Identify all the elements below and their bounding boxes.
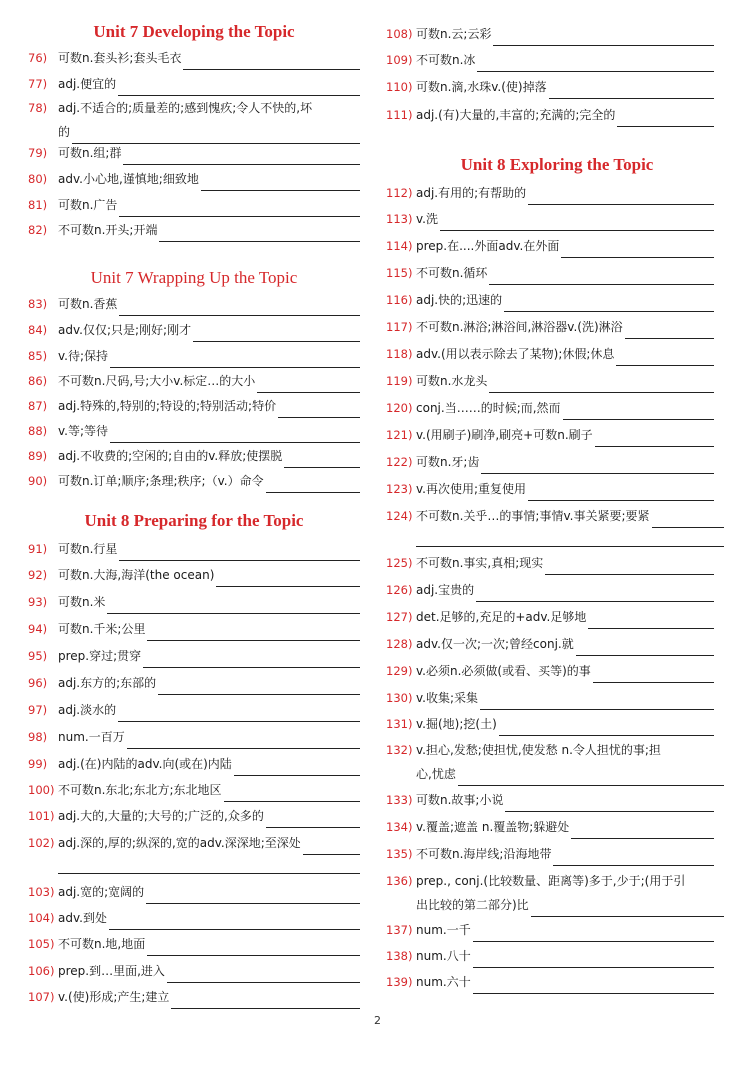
vocab-item-81 <box>28 193 360 217</box>
item-number: 127) <box>386 610 413 624</box>
answer-line[interactable] <box>171 991 360 1009</box>
item-text: num.一千 <box>416 923 471 937</box>
item-text: adj.大的,大量的;大号的;广泛的,众多的 <box>58 809 264 823</box>
item-number: 76) <box>28 51 48 65</box>
item-number: 78) <box>28 101 48 115</box>
item-text: 可数n.米 <box>58 595 106 609</box>
answer-line[interactable] <box>528 187 714 205</box>
item-text: 可数n.订单;顺序;条理;秩序;（v.）命令 <box>58 474 264 488</box>
answer-line[interactable] <box>588 611 714 629</box>
vocab-item-114 <box>386 234 714 258</box>
vocab-item-122 <box>386 450 714 474</box>
answer-line[interactable] <box>504 294 714 312</box>
vocab-item-103 <box>28 880 360 904</box>
item-text: v.(使)形成;产生;建立 <box>58 990 170 1004</box>
answer-line[interactable] <box>118 78 360 96</box>
item-text: v.(用刷子)刷净,刷亮+可数n.刷子 <box>416 428 593 442</box>
vocab-item-84 <box>28 318 360 342</box>
answer-line[interactable] <box>473 950 714 968</box>
item-number: 88) <box>28 424 48 438</box>
item-text: prep.穿过;贯穿 <box>58 649 142 663</box>
vocab-item-94 <box>28 617 360 641</box>
item-number: 105) <box>28 937 55 951</box>
answer-line[interactable] <box>216 569 360 587</box>
vocab-item-106 <box>28 959 360 983</box>
vocab-item-98 <box>28 725 360 749</box>
vocab-item-101 <box>28 804 360 828</box>
vocab-item-136 <box>386 869 724 917</box>
item-number: 111) <box>386 108 413 122</box>
item-number: 119) <box>386 374 413 388</box>
item-text: prep., conj.(比较数量、距离等)多于,少于;(用于引 <box>416 874 686 888</box>
item-text: adj.宽的;宽阔的 <box>58 885 145 899</box>
item-text: 不可数n.东北;东北方;东北地区 <box>58 783 222 797</box>
item-number: 132) <box>386 743 413 757</box>
item-text: 可数n.组;群 <box>58 146 122 160</box>
vocab-item-121 <box>386 423 714 447</box>
item-text: v.担心,发愁;使担忧,使发愁 n.令人担忧的事;担 <box>416 743 661 757</box>
item-number: 134) <box>386 820 413 834</box>
item-number: 96) <box>28 676 48 690</box>
item-number: 84) <box>28 323 48 337</box>
item-number: 100) <box>28 783 55 797</box>
vocab-item-97 <box>28 698 360 722</box>
answer-line[interactable] <box>652 510 725 528</box>
answer-line[interactable] <box>616 348 714 366</box>
answer-line[interactable] <box>234 758 360 776</box>
answer-line[interactable] <box>563 402 714 420</box>
vocab-item-88 <box>28 419 360 443</box>
answer-line[interactable] <box>489 267 714 285</box>
answer-line[interactable] <box>477 54 714 72</box>
item-text: 可数n.大海,海洋(the ocean) <box>58 568 215 582</box>
item-text: v.必须n.必须做(或看、买等)的事 <box>416 664 591 678</box>
item-number: 102) <box>28 836 55 850</box>
item-text: 可数n.套头衫;套头毛衣 <box>58 51 182 65</box>
item-text: adj.淡水的 <box>58 703 117 717</box>
item-text: adj.快的;迅速的 <box>416 293 503 307</box>
item-text: 不可数n.海岸线;沿海地带 <box>416 847 552 861</box>
answer-line[interactable] <box>224 784 360 802</box>
item-number: 139) <box>386 975 413 989</box>
item-number: 103) <box>28 885 55 899</box>
item-number: 130) <box>386 691 413 705</box>
vocab-item-96 <box>28 671 360 695</box>
item-text: adj.深的,厚的;纵深的,宽的adv.深深地;至深处 <box>58 836 301 850</box>
item-text: 可数n.水龙头 <box>416 374 488 388</box>
answer-line[interactable] <box>110 350 360 368</box>
vocab-item-89 <box>28 444 360 468</box>
vocab-item-83 <box>28 292 360 316</box>
vocab-item-87 <box>28 394 360 418</box>
item-text: adj.便宜的 <box>58 77 117 91</box>
item-text: adj.(在)内陆的adv.向(或在)内陆 <box>58 757 232 771</box>
item-text: adj.东方的;东部的 <box>58 676 157 690</box>
item-text: 可数n.故事;小说 <box>416 793 504 807</box>
vocab-item-138 <box>386 944 714 968</box>
item-text: num.六十 <box>416 975 471 989</box>
item-text: adj.特殊的,特别的;特设的;特别活动;特价 <box>58 399 277 413</box>
answer-line[interactable] <box>493 28 714 46</box>
item-text: adj.有用的;有帮助的 <box>416 186 527 200</box>
vocab-item-90 <box>28 469 360 493</box>
vocab-item-110 <box>386 75 714 99</box>
item-number: 121) <box>386 428 413 442</box>
vocab-item-112 <box>386 181 714 205</box>
item-number: 93) <box>28 595 48 609</box>
answer-line[interactable] <box>118 704 360 722</box>
item-number: 133) <box>386 793 413 807</box>
vocab-item-108 <box>386 22 714 46</box>
vocab-item-120 <box>386 396 714 420</box>
vocab-item-95 <box>28 644 360 668</box>
answer-line[interactable] <box>505 794 714 812</box>
vocab-item-126 <box>386 578 714 602</box>
item-number: 101) <box>28 809 55 823</box>
answer-line[interactable] <box>107 596 360 614</box>
item-text: adv.到处 <box>58 911 107 925</box>
answer-line[interactable] <box>147 938 360 956</box>
item-number: 86) <box>28 374 48 388</box>
item-number: 137) <box>386 923 413 937</box>
vocab-item-128 <box>386 632 714 656</box>
item-number: 109) <box>386 53 413 67</box>
item-text: 可数n.滴,水珠v.(使)掉落 <box>416 80 547 94</box>
answer-line[interactable] <box>278 400 360 418</box>
vocab-item-123 <box>386 477 714 501</box>
answer-line[interactable] <box>571 821 714 839</box>
item-number: 98) <box>28 730 48 744</box>
answer-line[interactable] <box>489 375 714 393</box>
answer-line[interactable] <box>119 199 360 217</box>
answer-line[interactable] <box>284 450 360 468</box>
answer-line[interactable] <box>109 912 360 930</box>
answer-line[interactable] <box>528 483 714 501</box>
item-number: 120) <box>386 401 413 415</box>
vocab-item-134 <box>386 815 714 839</box>
answer-line[interactable] <box>183 52 360 70</box>
item-number: 114) <box>386 239 413 253</box>
item-number: 116) <box>386 293 413 307</box>
vocab-item-115 <box>386 261 714 285</box>
answer-line[interactable] <box>119 543 360 561</box>
item-number: 87) <box>28 399 48 413</box>
item-number: 77) <box>28 77 48 91</box>
vocab-item-118 <box>386 342 714 366</box>
item-text: prep.在....外面adv.在外面 <box>416 239 560 253</box>
item-number: 89) <box>28 449 48 463</box>
vocab-item-80 <box>28 167 360 191</box>
answer-line[interactable] <box>473 976 714 994</box>
vocab-item-124 <box>386 504 724 547</box>
vocab-item-135 <box>386 842 714 866</box>
item-text: 不可数n.开头;开端 <box>58 223 158 237</box>
item-number: 82) <box>28 223 48 237</box>
item-text: 不可数n.淋浴;淋浴间,淋浴器v.(洗)淋浴 <box>416 320 623 334</box>
vocab-item-92 <box>28 563 360 587</box>
vocab-item-86 <box>28 369 360 393</box>
item-number: 131) <box>386 717 413 731</box>
item-text: 不可数n.冰 <box>416 53 476 67</box>
item-number: 112) <box>386 186 413 200</box>
answer-line[interactable] <box>158 677 360 695</box>
vocab-item-91 <box>28 537 360 561</box>
item-text: 可数n.行星 <box>58 542 118 556</box>
item-number: 104) <box>28 911 55 925</box>
item-text: 不可数n.循环 <box>416 266 488 280</box>
answer-line[interactable] <box>193 324 360 342</box>
item-number: 129) <box>386 664 413 678</box>
answer-line[interactable] <box>266 475 360 493</box>
item-text: prep.到…里面,进入 <box>58 964 165 978</box>
answer-line[interactable] <box>167 965 360 983</box>
item-text: 不可数n.地,地面 <box>58 937 146 951</box>
answer-line[interactable] <box>545 557 714 575</box>
item-number: 128) <box>386 637 413 651</box>
answer-line[interactable] <box>499 718 714 736</box>
item-number: 122) <box>386 455 413 469</box>
answer-line[interactable] <box>476 584 714 602</box>
answer-line[interactable] <box>159 224 360 242</box>
answer-line[interactable] <box>127 731 360 749</box>
vocab-item-100 <box>28 778 360 802</box>
section-title-unit7-wrapping: Unit 7 Wrapping Up the Topic <box>90 268 298 287</box>
item-text: v.洗 <box>416 212 438 226</box>
vocab-item-119 <box>386 369 714 393</box>
item-text: adj.不适合的;质量差的;感到愧疚;令人不快的,坏 <box>58 101 313 115</box>
item-number: 92) <box>28 568 48 582</box>
answer-line[interactable] <box>146 886 360 904</box>
vocab-item-139 <box>386 970 714 994</box>
item-number: 97) <box>28 703 48 717</box>
answer-line[interactable] <box>549 81 714 99</box>
item-text: v.再次使用;重复使用 <box>416 482 527 496</box>
vocab-item-113 <box>386 207 714 231</box>
item-number: 99) <box>28 757 48 771</box>
answer-line[interactable] <box>119 298 360 316</box>
item-number: 115) <box>386 266 413 280</box>
answer-line[interactable] <box>481 456 714 474</box>
answer-line[interactable] <box>303 837 360 855</box>
item-number: 113) <box>386 212 413 226</box>
vocab-item-77 <box>28 72 360 96</box>
item-text: 可数n.香蕉 <box>58 297 118 311</box>
vocab-item-130 <box>386 686 714 710</box>
item-text: 可数n.千米;公里 <box>58 622 146 636</box>
vocab-item-85 <box>28 344 360 368</box>
item-text: adv.(用以表示除去了某物);休假;休息 <box>416 347 615 361</box>
item-number: 118) <box>386 347 413 361</box>
vocab-item-131 <box>386 712 714 736</box>
answer-line[interactable] <box>593 665 714 683</box>
item-number: 124) <box>386 509 413 523</box>
item-number: 117) <box>386 320 413 334</box>
answer-line[interactable] <box>440 213 714 231</box>
section-title-unit7-developing: Unit 7 Developing the Topic <box>93 22 295 41</box>
item-text: 可数n.牙;齿 <box>416 455 480 469</box>
item-number: 80) <box>28 172 48 186</box>
answer-line[interactable] <box>147 623 360 641</box>
item-number: 85) <box>28 349 48 363</box>
item-number: 125) <box>386 556 413 570</box>
item-text: conj.当……的时候;而,然而 <box>416 401 561 415</box>
item-text: det.足够的,充足的+adv.足够地 <box>416 610 587 624</box>
answer-line[interactable] <box>576 638 714 656</box>
vocab-item-78 <box>28 96 360 144</box>
answer-line[interactable] <box>257 375 360 393</box>
item-text: adj.不收费的;空闲的;自由的v.释放;使摆脱 <box>58 449 283 463</box>
item-text: adv.仅仅;只是;刚好;刚才 <box>58 323 192 337</box>
answer-line[interactable] <box>561 240 714 258</box>
vocab-item-117 <box>386 315 714 339</box>
vocab-item-107 <box>28 985 360 1009</box>
vocab-item-137 <box>386 918 714 942</box>
answer-line[interactable] <box>110 425 360 443</box>
item-text: adv.小心地,谨慎地;细致地 <box>58 172 199 186</box>
vocab-item-111 <box>386 103 714 127</box>
item-text: 不可数n.尺码,号;大小v.标定…的大小 <box>58 374 256 388</box>
vocab-item-102 <box>28 831 360 874</box>
vocab-item-76 <box>28 46 360 70</box>
item-number: 126) <box>386 583 413 597</box>
item-number: 110) <box>386 80 413 94</box>
item-text: num.一百万 <box>58 730 125 744</box>
answer-line[interactable] <box>201 173 360 191</box>
item-number: 136) <box>386 874 413 888</box>
item-text: 可数n.广告 <box>58 198 118 212</box>
answer-line-continued[interactable] <box>416 528 724 547</box>
section-title-unit8-exploring: Unit 8 Exploring the Topic <box>460 155 654 174</box>
answer-line[interactable] <box>458 768 724 786</box>
vocab-item-125 <box>386 551 714 575</box>
item-text-continued: 心,忧虑 <box>416 767 456 781</box>
vocab-item-104 <box>28 906 360 930</box>
vocab-item-82 <box>28 218 360 242</box>
item-number: 90) <box>28 474 48 488</box>
vocab-item-99 <box>28 752 360 776</box>
item-number: 83) <box>28 297 48 311</box>
vocab-item-132 <box>386 738 724 786</box>
answer-line[interactable] <box>143 650 360 668</box>
answer-line[interactable] <box>553 848 714 866</box>
answer-line[interactable] <box>595 429 714 447</box>
vocab-item-133 <box>386 788 714 812</box>
item-number: 135) <box>386 847 413 861</box>
vocab-item-79 <box>28 141 360 165</box>
answer-line[interactable] <box>531 899 724 917</box>
item-text: v.覆盖;遮盖 n.覆盖物;躲避处 <box>416 820 570 834</box>
item-text: adj.(有)大量的,丰富的;充满的;完全的 <box>416 108 616 122</box>
item-number: 108) <box>386 27 413 41</box>
item-text: 可数n.云;云彩 <box>416 27 492 41</box>
vocab-item-127 <box>386 605 714 629</box>
answer-line[interactable] <box>473 924 714 942</box>
vocab-item-105 <box>28 932 360 956</box>
item-number: 91) <box>28 542 48 556</box>
answer-line[interactable] <box>480 692 714 710</box>
vocab-item-93 <box>28 590 360 614</box>
section-title-unit8-preparing: Unit 8 Preparing for the Topic <box>84 511 304 530</box>
answer-line[interactable] <box>266 810 360 828</box>
item-text-continued: 的 <box>58 125 71 139</box>
item-number: 79) <box>28 146 48 160</box>
item-number: 123) <box>386 482 413 496</box>
item-text: v.等;等待 <box>58 424 109 438</box>
vocab-item-109 <box>386 48 714 72</box>
answer-line[interactable] <box>625 321 714 339</box>
item-text: adj.宝贵的 <box>416 583 475 597</box>
item-text-continued: 出比较的第二部分)比 <box>416 898 529 912</box>
answer-line[interactable] <box>617 109 714 127</box>
item-text: 不可数n.关乎…的事情;事情v.事关紧要;要紧 <box>416 509 650 523</box>
item-number: 106) <box>28 964 55 978</box>
item-number: 138) <box>386 949 413 963</box>
answer-line[interactable] <box>123 147 360 165</box>
item-number: 81) <box>28 198 48 212</box>
item-text: 不可数n.事实,真相;现实 <box>416 556 544 570</box>
item-text: v.掘(地);挖(土) <box>416 717 497 731</box>
item-text: v.待;保持 <box>58 349 109 363</box>
page-number: 2 <box>374 1014 381 1027</box>
item-number: 107) <box>28 990 55 1004</box>
vocab-item-129 <box>386 659 714 683</box>
item-text: num.八十 <box>416 949 471 963</box>
item-text: adv.仅一次;一次;曾经conj.就 <box>416 637 574 651</box>
item-number: 94) <box>28 622 48 636</box>
vocab-item-116 <box>386 288 714 312</box>
item-text: v.收集;采集 <box>416 691 479 705</box>
answer-line-continued[interactable] <box>58 855 360 874</box>
item-number: 95) <box>28 649 48 663</box>
